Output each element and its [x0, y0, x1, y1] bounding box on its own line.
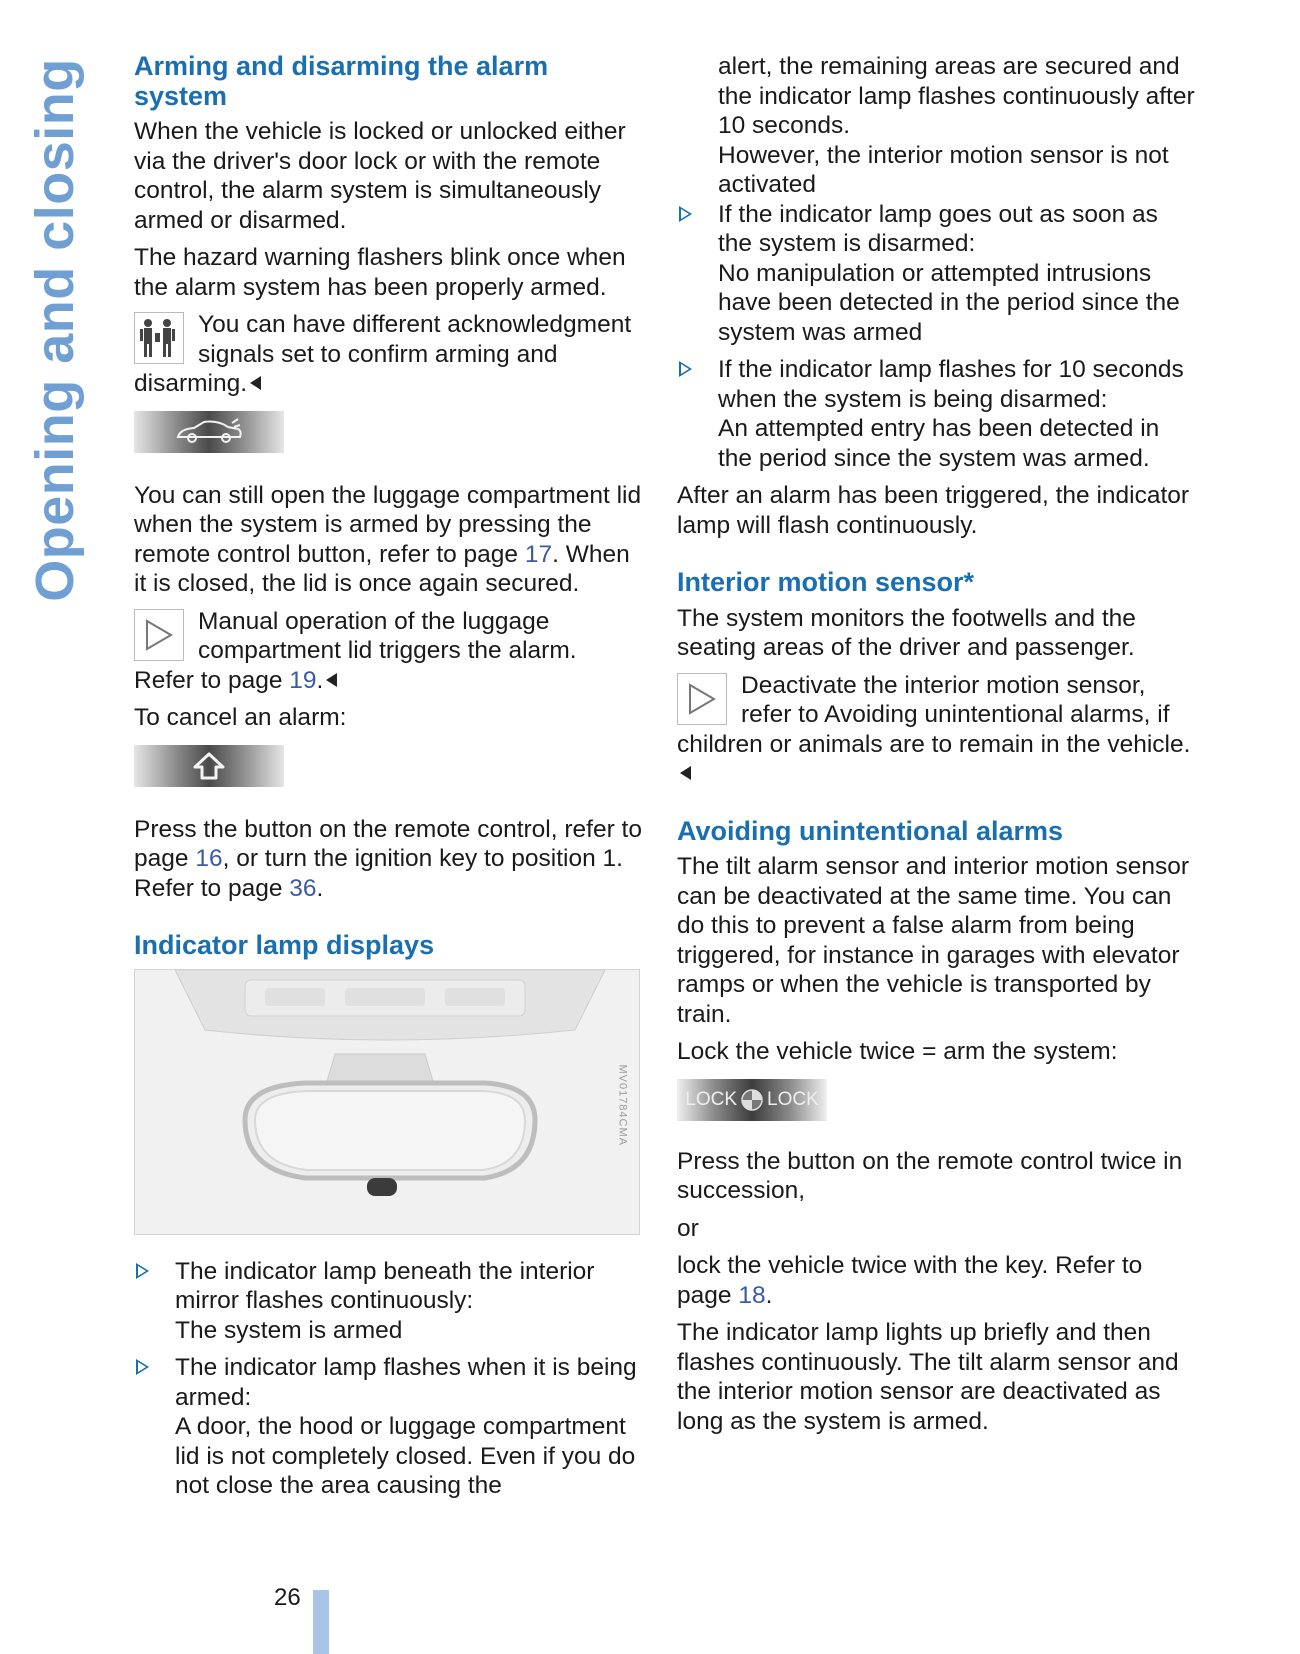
end-mark-icon: [680, 766, 691, 780]
trunk-paragraph: You can still open the luggage compartment lid when the system is armed by pressing the remote control button, refer to page 17. When it is closed, the lid is once again secured.: [134, 481, 642, 597]
bullet-disarmed-out: If the indicator lamp goes out as soon as the system is disarmed: No manipulation or attempted intrusions have been detected in the period since the system was armed: [677, 200, 1195, 348]
arming-paragraph-2: The hazard warning flashers blink once when the alarm system has been properly armed.: [134, 244, 626, 301]
or-text: or: [677, 1214, 699, 1242]
motion-paragraph: The system monitors the footwells and the seating areas of the driver and passenger.: [677, 604, 1136, 661]
continued-text-1: alert, the remaining areas are secured and the indicator lamp flashes continuously after 10 seconds.: [718, 53, 1195, 139]
continued-text-2: However, the interior motion sensor is not activated: [718, 141, 1169, 198]
panic-button-image: [134, 745, 284, 787]
end-mark-icon: [326, 673, 337, 687]
interior-mirror-illustration: [135, 970, 640, 1235]
avoiding-paragraph-5: The indicator lamp lights up briefly and then flashes continuously. The tilt alarm sensor and the interior motion sensor are deactivated as long as the system is armed.: [677, 1319, 1179, 1435]
motion-note: Deactivate the interior motion sensor, refer to Avoiding unintentional alarms, if children or animals are to remain in the vehicle.: [677, 671, 1195, 789]
chapter-title: Opening and closing: [25, 58, 85, 602]
page-number: 26: [274, 1584, 301, 1611]
bullet-arrow-icon: [679, 361, 692, 377]
bullet-armed: The indicator lamp beneath the interior mirror flashes continuously: The system is armed: [134, 1257, 642, 1346]
page-link-19[interactable]: 19: [289, 666, 317, 694]
lock-emblem-icon: [741, 1089, 763, 1111]
page-link-36[interactable]: 36: [289, 874, 317, 902]
lock-label-left: LOCK: [685, 1088, 737, 1110]
page-marker-bar: [313, 1590, 329, 1654]
cancel-alarm-label: To cancel an alarm:: [134, 704, 347, 731]
bullet-disarmed-flash: If the indicator lamp flashes for 10 seconds when the system is being disarmed: An attempted entry has been detected in the period since the system was armed.: [677, 355, 1195, 473]
service-people-icon: [134, 312, 184, 364]
car-trunk-icon: [174, 417, 244, 447]
note-arrow-icon: [677, 673, 727, 725]
heading-avoiding: Avoiding unintentional alarms: [677, 815, 1064, 846]
page-link-16[interactable]: 16: [195, 845, 223, 872]
avoiding-paragraph-1: The tilt alarm sensor and interior motion sensor can be deactivated at the same time. You can do this to prevent a false alarm from being triggered, for instance in garages with elevator ramps or when the vehicle is transported by train.: [677, 853, 1189, 1028]
avoiding-paragraph-3: Press the button on the remote control twice in succession,: [677, 1147, 1183, 1204]
avoiding-paragraph-4: lock the vehicle twice with the key. Refer to page 18.: [677, 1252, 1143, 1309]
figure-code: MV01784CMA: [617, 1063, 629, 1146]
page-link-18[interactable]: 18: [738, 1281, 766, 1309]
right-column: [677, 52, 1195, 1444]
lock-label-right: LOCK: [767, 1088, 819, 1110]
bullet-arrow-icon: [679, 206, 692, 222]
note-arrow-icon: [134, 609, 184, 661]
house-arrow-icon: [189, 750, 229, 782]
service-note-text: You can have different acknowledgment signals set to confirm arming and disarming.: [134, 311, 632, 397]
trunk-button-image: [134, 411, 284, 453]
cancel-paragraph: Press the button on the remote control, refer to page 16, or turn the ignition key to position 1. Refer to page 36.: [134, 815, 642, 902]
end-mark-icon: [250, 376, 261, 390]
bullet-arrow-icon: [136, 1359, 149, 1375]
bullet-arrow-icon: [136, 1263, 149, 1279]
lock-button-image: [677, 1079, 827, 1121]
bullet-arming: The indicator lamp flashes when it is being armed: A door, the hood or luggage compartment lid is not completely closed. Even if you do not close the area causing the: [134, 1353, 642, 1501]
heading-indicator: Indicator lamp displays: [134, 930, 435, 960]
arming-paragraph-1: When the vehicle is locked or unlocked either via the driver's door lock or with the remote control, the alarm system is simultaneously armed or disarmed.: [134, 118, 626, 234]
heading-arming: Arming and disarming the alarm system: [134, 51, 549, 111]
service-note: [134, 310, 642, 399]
left-column: [134, 52, 642, 1509]
interior-mirror-figure: [134, 969, 640, 1235]
avoiding-paragraph-2: Lock the vehicle twice = arm the system:: [677, 1038, 1118, 1065]
trunk-note: Manual operation of the luggage compartment lid triggers the alarm. Refer to page 19.: [134, 607, 577, 694]
after-alarm-paragraph: After an alarm has been triggered, the indicator lamp will flash continuously.: [677, 482, 1190, 539]
page-link-17[interactable]: 17: [524, 540, 553, 568]
heading-motion-sensor: Interior motion sensor*: [677, 567, 975, 597]
chapter-side-tab: [20, 40, 90, 620]
